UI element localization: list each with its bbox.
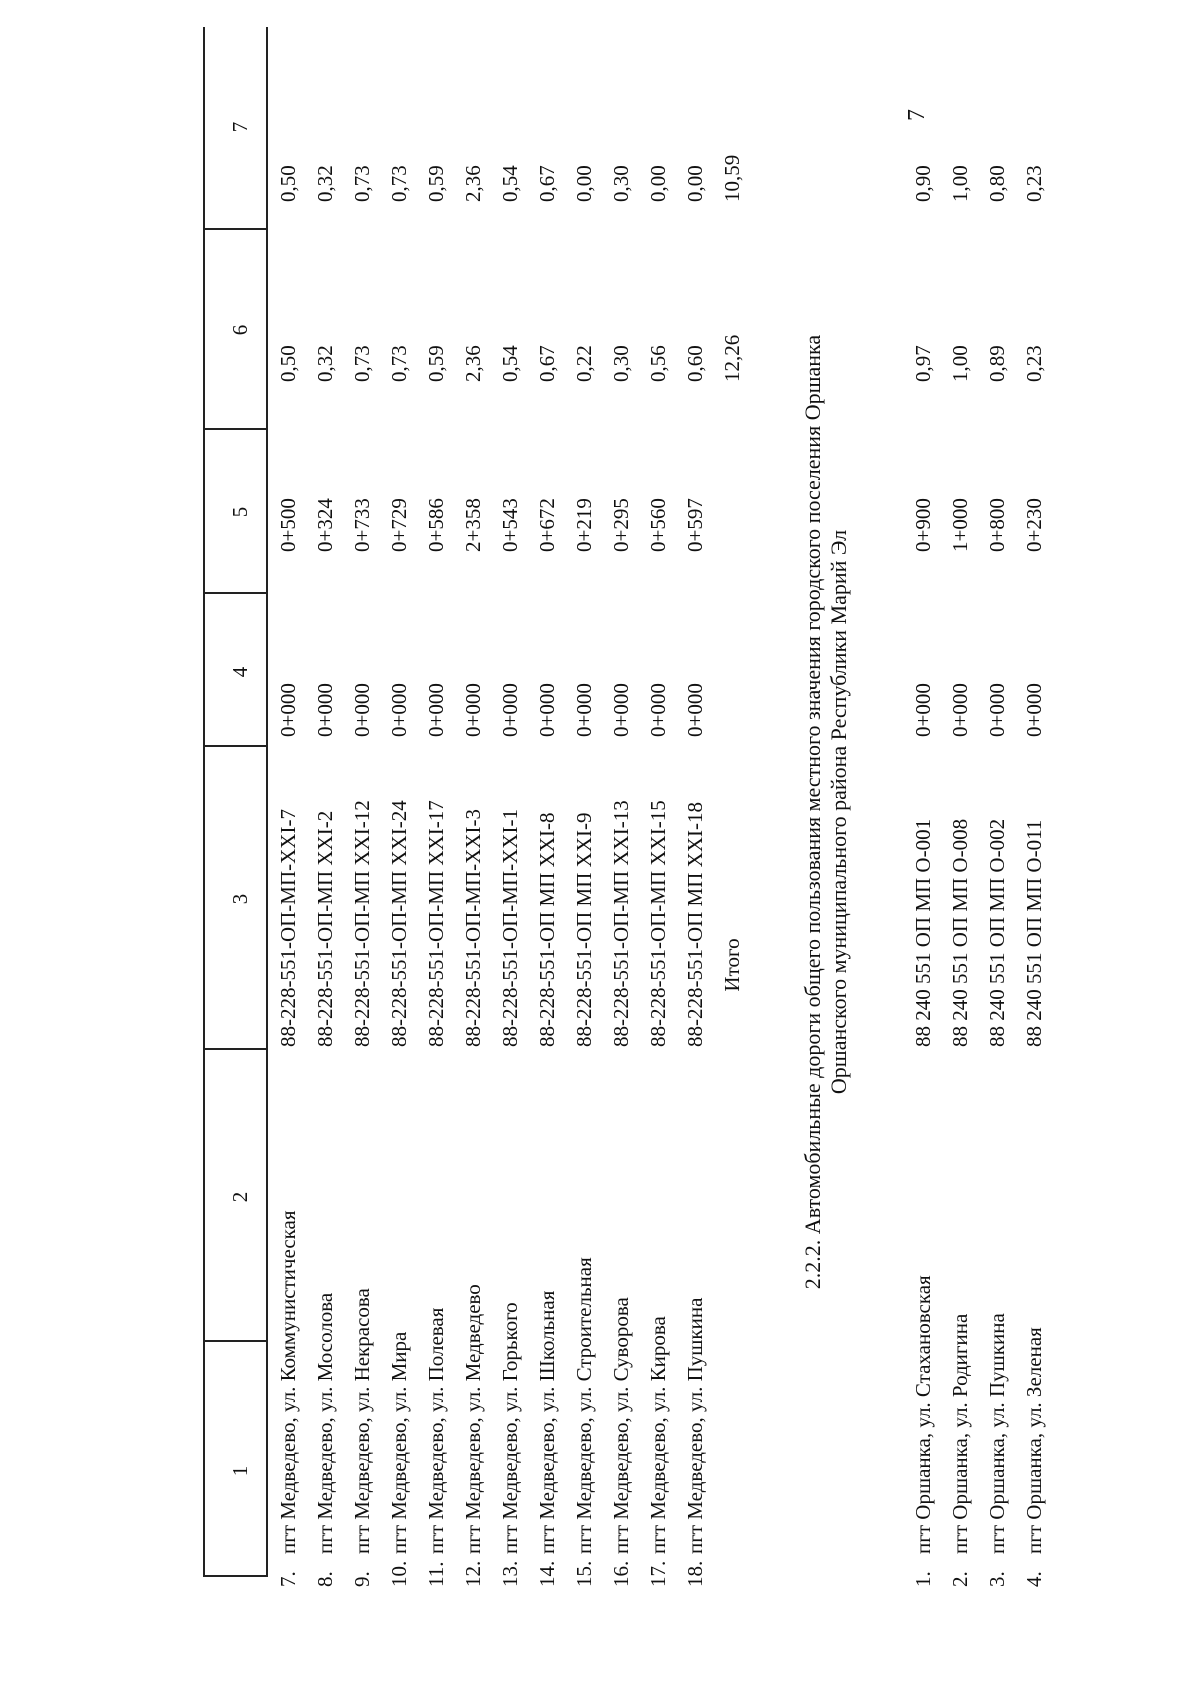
end-km: 0+586: [424, 498, 448, 552]
header-cell: 3: [228, 893, 252, 905]
row-number: 4.: [1022, 1571, 1046, 1587]
road-name: пгт Медведево, ул. Мира: [387, 1331, 411, 1554]
length-paved: 0,32: [313, 165, 337, 202]
table-row: [566, 0, 602, 1697]
length-paved: 0,73: [387, 165, 411, 202]
row-number: 2.: [948, 1571, 972, 1587]
road-code: 88-228-551-ОП-МП XXI-17: [424, 800, 448, 1047]
length: 0,97: [911, 345, 935, 382]
road-code: 88-228-551-ОП МП XXI-18: [683, 802, 707, 1047]
length: 2,36: [461, 345, 485, 382]
total-label: Итого: [720, 938, 744, 992]
length: 0,32: [313, 345, 337, 382]
table-row: [979, 0, 1015, 1697]
road-name: пгт Медведево, ул. Суворова: [609, 1297, 633, 1554]
start-km: 0+000: [424, 683, 448, 737]
road-code: 88-228-551-ОП-МП-XXI-3: [461, 809, 485, 1047]
road-code: 88-228-551-ОП-МП-XXI-1: [498, 809, 522, 1047]
header-divider: [204, 1575, 268, 1577]
road-code: 88 240 551 ОП МП О-001: [911, 818, 935, 1047]
length: 0,22: [572, 345, 596, 382]
table-row: [1016, 0, 1052, 1697]
road-name: пгт Медведево, ул. Некрасова: [350, 1288, 374, 1554]
row-number: 17.: [646, 1560, 670, 1587]
road-code: 88-228-551-ОП-МП XXI-2: [313, 810, 337, 1047]
header-divider: [204, 428, 268, 430]
length-paved: 1,00: [948, 165, 972, 202]
road-code: 88-228-551-ОП-МП XXI-24: [387, 800, 411, 1047]
road-code: 88 240 551 ОП МП О-011: [1022, 819, 1046, 1047]
header-divider: [204, 228, 268, 230]
length-paved: 0,59: [424, 165, 448, 202]
start-km: 0+000: [572, 683, 596, 737]
end-km: 2+358: [461, 498, 485, 552]
header-divider: [204, 1048, 268, 1050]
end-km: 0+543: [498, 498, 522, 552]
length: 1,00: [948, 345, 972, 382]
length: 0,67: [535, 345, 559, 382]
start-km: 0+000: [276, 683, 300, 737]
header-cell: 7: [228, 121, 252, 133]
length: 0,54: [498, 345, 522, 382]
total-length: 12,26: [720, 334, 744, 382]
row-number: 7.: [276, 1571, 300, 1587]
length-paved: 0,00: [572, 165, 596, 202]
start-km: 0+000: [609, 683, 633, 737]
table-row: [344, 0, 380, 1697]
road-code: 88 240 551 ОП МП О-008: [948, 818, 972, 1047]
road-name: пгт Медведево, ул. Полевая: [424, 1307, 448, 1554]
table-row: [529, 0, 565, 1697]
header-cell: 1: [228, 1465, 252, 1477]
header-divider: [204, 1340, 268, 1342]
end-km: 1+000: [948, 498, 972, 552]
road-name: пгт Медведево, ул. Строительная: [572, 1257, 596, 1554]
row-number: 10.: [387, 1560, 411, 1587]
total-row: [714, 0, 750, 1697]
start-km: 0+000: [948, 683, 972, 737]
length-paved: 0,30: [609, 165, 633, 202]
row-number: 11.: [424, 1561, 448, 1587]
start-km: 0+000: [313, 683, 337, 737]
header-cell: 4: [228, 666, 252, 678]
table-row: [307, 0, 343, 1697]
road-name: пгт Медведево, ул. Горького: [498, 1302, 522, 1554]
length-paved: 0,00: [646, 165, 670, 202]
section-caption-line: Оршанского муниципального района Республики Марий Эл: [826, 529, 851, 1095]
table-row: [677, 0, 713, 1697]
road-name: пгт Медведево, ул. Школьная: [535, 1290, 559, 1554]
header-bottom-rule: [266, 27, 268, 1577]
header-cell: 2: [228, 1191, 252, 1203]
header-cell: 6: [228, 324, 252, 336]
road-name: пгт Медведево, ул. Пушкина: [683, 1297, 707, 1554]
start-km: 0+000: [646, 683, 670, 737]
length-paved: 0,54: [498, 165, 522, 202]
length: 0,59: [424, 345, 448, 382]
section-caption-line: 2.2.2. Автомобильные дороги общего пользования местного значения городского поселения Оршанка: [800, 334, 825, 1290]
length-paved: 0,73: [350, 165, 374, 202]
table-row: [418, 0, 454, 1697]
road-code: 88-228-551-ОП-МП XXI-12: [350, 800, 374, 1047]
table-row: [942, 0, 978, 1697]
table-row: [492, 0, 528, 1697]
header-divider: [204, 745, 268, 747]
table-row: [905, 0, 941, 1697]
end-km: 0+219: [572, 498, 596, 552]
road-code: 88-228-551-ОП-МП-XXI-7: [276, 809, 300, 1047]
row-number: 18.: [683, 1560, 707, 1587]
start-km: 0+000: [350, 683, 374, 737]
road-name: пгт Медведево, ул. Кирова: [646, 1316, 670, 1554]
road-code: 88-228-551-ОП-МП XXI-13: [609, 800, 633, 1047]
header-top-rule: [203, 27, 205, 1577]
length-paved: 0,00: [683, 165, 707, 202]
length-paved: 2,36: [461, 165, 485, 202]
start-km: 0+000: [911, 683, 935, 737]
road-name: пгт Медведево, ул. Мосолова: [313, 1292, 337, 1554]
section-caption: [800, 72, 852, 1552]
row-number: 16.: [609, 1560, 633, 1587]
end-km: 0+900: [911, 498, 935, 552]
table-row: [603, 0, 639, 1697]
length: 0,89: [985, 345, 1009, 382]
start-km: 0+000: [683, 683, 707, 737]
road-name: пгт Оршанка, ул. Пушкина: [985, 1313, 1009, 1554]
end-km: 0+800: [985, 498, 1009, 552]
end-km: 0+597: [683, 498, 707, 552]
length-paved: 0,23: [1022, 165, 1046, 202]
table-row: [381, 0, 417, 1697]
road-code: 88 240 551 ОП МП О-002: [985, 818, 1009, 1047]
start-km: 0+000: [1022, 683, 1046, 737]
row-number: 14.: [535, 1560, 559, 1587]
road-code: 88-228-551-ОП МП XXI-9: [572, 812, 596, 1047]
length: 0,56: [646, 345, 670, 382]
end-km: 0+672: [535, 498, 559, 552]
road-code: 88-228-551-ОП МП XXI-8: [535, 812, 559, 1047]
total-length-paved: 10,59: [720, 154, 744, 202]
end-km: 0+733: [350, 498, 374, 552]
table-row: [270, 0, 306, 1697]
road-name: пгт Медведево, ул. Медведево: [461, 1284, 485, 1554]
page-number: 7: [904, 109, 930, 121]
row-number: 13.: [498, 1560, 522, 1587]
road-name: пгт Оршанка, ул. Стахановская: [911, 1275, 935, 1554]
length-paved: 0,80: [985, 165, 1009, 202]
road-name: пгт Оршанка, ул. Зеленая: [1022, 1327, 1046, 1554]
table-row: [455, 0, 491, 1697]
road-code: 88-228-551-ОП-МП XXI-15: [646, 800, 670, 1047]
row-number: 15.: [572, 1560, 596, 1587]
length: 0,73: [387, 345, 411, 382]
start-km: 0+000: [461, 683, 485, 737]
header-cell: 5: [228, 506, 252, 518]
end-km: 0+560: [646, 498, 670, 552]
start-km: 0+000: [387, 683, 411, 737]
road-name: пгт Оршанка, ул. Родигина: [948, 1313, 972, 1554]
length: 0,23: [1022, 345, 1046, 382]
length-paved: 0,67: [535, 165, 559, 202]
road-name: пгт Медведево, ул. Коммунистическая: [276, 1210, 300, 1554]
length: 0,73: [350, 345, 374, 382]
end-km: 0+295: [609, 498, 633, 552]
row-number: 12.: [461, 1560, 485, 1587]
end-km: 0+230: [1022, 498, 1046, 552]
length: 0,30: [609, 345, 633, 382]
table-row: [640, 0, 676, 1697]
length: 0,60: [683, 345, 707, 382]
start-km: 0+000: [535, 683, 559, 737]
row-number: 1.: [911, 1571, 935, 1587]
end-km: 0+324: [313, 498, 337, 552]
row-number: 8.: [313, 1571, 337, 1587]
end-km: 0+729: [387, 498, 411, 552]
row-number: 3.: [985, 1571, 1009, 1587]
end-km: 0+500: [276, 498, 300, 552]
start-km: 0+000: [985, 683, 1009, 737]
length-paved: 0,50: [276, 165, 300, 202]
length: 0,50: [276, 345, 300, 382]
row-number: 9.: [350, 1571, 374, 1587]
length-paved: 0,90: [911, 165, 935, 202]
start-km: 0+000: [498, 683, 522, 737]
header-divider: [204, 592, 268, 594]
